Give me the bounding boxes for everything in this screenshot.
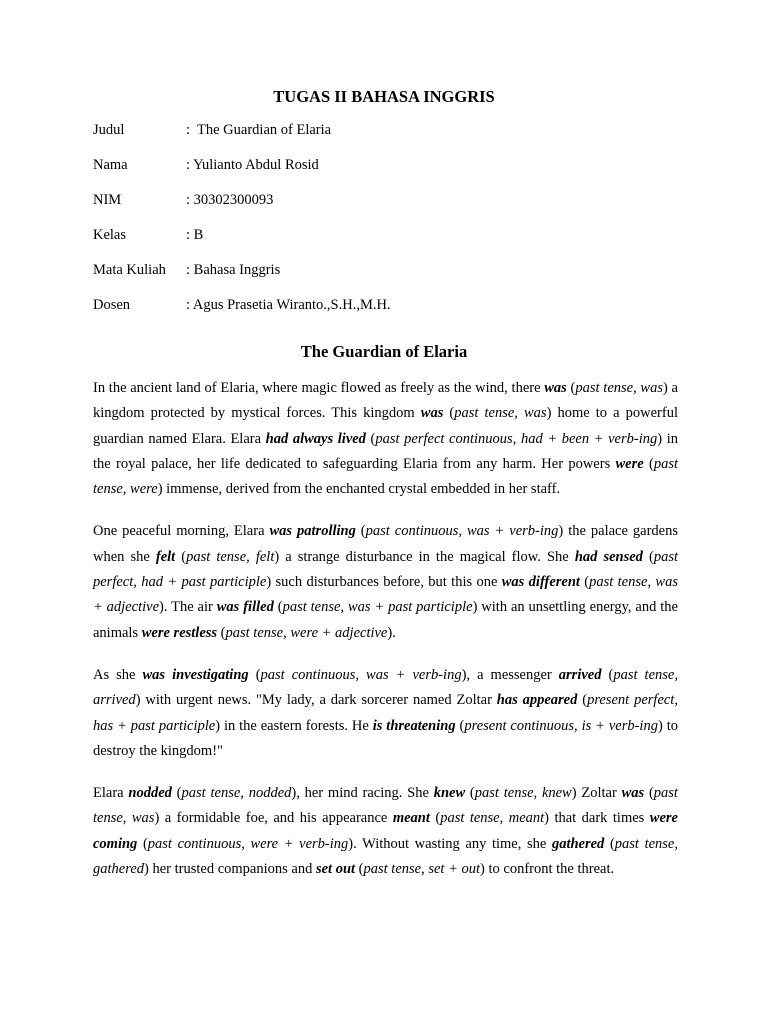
info-value: : 30302300093 [186,192,274,208]
tense-annotation: past continuous, were + verb-ing [147,835,349,852]
verb-highlight: was different [501,574,580,591]
paragraph-text: ( [465,785,475,802]
story-paragraph [93,781,678,882]
tense-annotation: past tense, was + past participle [282,599,473,616]
tense-annotation: present continuous, is + verb-ing [464,717,658,734]
paragraph-text: ( [365,430,376,447]
paragraph-text: ( [217,624,226,641]
tense-annotation: past tense, arrived [93,666,678,709]
info-label: Mata Kuliah [93,262,166,278]
paragraph-text: ). [387,624,396,641]
paragraph-text: ( [577,692,588,709]
paragraph-text: ( [273,599,283,616]
verb-highlight: were [615,455,644,472]
paragraph-text: ( [171,785,182,802]
paragraph-text: ) a strange disturbance in the magical flow. She [274,548,575,565]
info-value: : Agus Prasetia Wiranto.,S.H.,M.H. [186,297,391,313]
paragraph-text: ( [248,666,261,683]
info-label: Kelas [93,227,127,243]
paragraph-text: ) with an unsettling energy, and the animals [93,599,678,641]
verb-highlight: was patrolling [269,523,356,540]
verb-highlight: had always lived [265,430,366,447]
story-title: The Guardian of Elaria [300,342,468,361]
paragraph-text: ) in the eastern forests. He [215,717,373,734]
verb-highlight: has appeared [496,692,578,709]
paragraph-text: ( [643,455,654,472]
paragraph-text: ( [455,717,465,734]
info-label: Dosen [93,297,131,313]
tense-annotation: past tense, gathered [93,835,678,878]
paragraph-text: ( [601,666,614,683]
verb-highlight: gathered [551,835,605,852]
tense-annotation: past tense, was [575,380,663,396]
verb-highlight: knew [433,785,466,802]
paragraph-text: ( [642,548,654,565]
paragraph-text: Elara [93,785,129,802]
paragraph-text: ) home to a powerful guardian named Elara. Elara [93,405,678,447]
info-table [93,122,391,332]
paragraph-text: ) a kingdom protected by mystical forces. This kingdom [93,380,678,422]
tense-annotation: past perfect, had + past participle [93,548,678,591]
verb-highlight: arrived [558,666,602,683]
paragraph-text: ). The air [159,599,217,616]
verb-highlight: were restless [141,624,218,641]
info-row [93,157,391,192]
story-paragraph [93,376,678,502]
info-label: Judul [93,122,125,138]
paragraph-text: As she [93,666,143,683]
info-row [93,227,391,262]
paragraph-text: ( [355,861,364,878]
verb-highlight: was [420,405,444,422]
paragraph-text: ), a messenger [461,666,559,683]
paragraph-text: ), her mind racing. She [291,785,434,802]
verb-highlight: felt [155,548,176,565]
verb-highlight: nodded [128,785,172,802]
paragraph-text: ) that dark times [544,810,650,827]
info-value: : B [186,227,204,243]
verb-highlight: was investigating [142,666,249,683]
verb-highlight: were coming [93,810,678,852]
verb-highlight: was [544,380,567,396]
paragraph-text: ) the palace gardens when she [93,523,678,565]
tense-annotation: past tense, was [93,785,678,827]
paragraph-text: ( [604,835,615,852]
tense-annotation: past tense, were + adjective [225,624,388,641]
tense-annotation: past tense, were [93,455,678,498]
tense-annotation: past tense, nodded [181,785,292,802]
paragraph-text: ( [443,405,455,422]
story-body [93,376,678,899]
verb-highlight: had sensed [574,548,643,565]
paragraph-text: ) to confront the threat. [480,861,615,878]
verb-highlight: was filled [216,599,274,616]
paragraph-text: One peaceful morning, Elara [93,523,270,540]
tense-annotation: past tense, meant [440,810,545,827]
info-label: NIM [93,192,122,208]
story-paragraph [93,663,678,764]
info-row [93,262,391,297]
paragraph-text: ( [429,810,441,827]
tense-annotation: past tense, set + out [363,861,481,878]
paragraph-text: ) her trusted companions and [144,861,316,878]
info-label: Nama [93,157,128,173]
info-value: : Yulianto Abdul Rosid [186,157,319,173]
tense-annotation: past tense, felt [186,548,275,565]
paragraph-text: ) immense, derived from the enchanted crystal embedded in her staff. [157,481,561,498]
info-row [93,192,391,227]
tense-annotation: past tense, was [454,405,547,422]
info-row [93,297,391,332]
tense-annotation: past perfect continuous, had + been + verb-ing [375,430,658,447]
paragraph-text: ( [644,785,654,802]
verb-highlight: was [621,785,645,802]
paragraph-text: ( [566,380,576,396]
paragraph-text: ( [175,548,187,565]
paragraph-text: ) to destroy the kingdom!" [93,717,678,759]
paragraph-text: In the ancient land of Elaria, where magic flowed as freely as the wind, there [93,380,545,396]
paragraph-text: ) such disturbances before, but this one [266,574,502,591]
paragraph-text: ( [355,523,366,540]
paragraph-text: ). Without wasting any time, she [348,835,552,852]
paragraph-text: ) a formidable foe, and his appearance [154,810,393,827]
story-paragraph [93,519,678,645]
document-title: TUGAS II BAHASA INGGRIS [273,87,495,106]
info-row [93,122,391,157]
verb-highlight: meant [392,810,430,827]
tense-annotation: past continuous, was + verb-ing [365,523,559,540]
tense-annotation: present perfect, has + past participle [93,692,678,734]
paragraph-text: ( [579,574,590,591]
verb-highlight: set out [315,861,356,878]
tense-annotation: past continuous, was + verb-ing [260,666,462,683]
paragraph-text: ) Zoltar [571,785,622,802]
paragraph-text: ) with urgent news. "My lady, a dark sorcerer named Zoltar [135,692,497,709]
paragraph-text: ) in the royal palace, her life dedicated to safeguarding Elaria from any harm. Her powers [93,430,678,472]
paragraph-text: ( [137,835,148,852]
tense-annotation: past tense, knew [474,785,572,802]
tense-annotation: past tense, was + adjective [93,574,678,616]
verb-highlight: is threatening [372,717,456,734]
info-value: : Bahasa Inggris [186,262,281,278]
info-value: : The Guardian of Elaria [186,122,332,138]
